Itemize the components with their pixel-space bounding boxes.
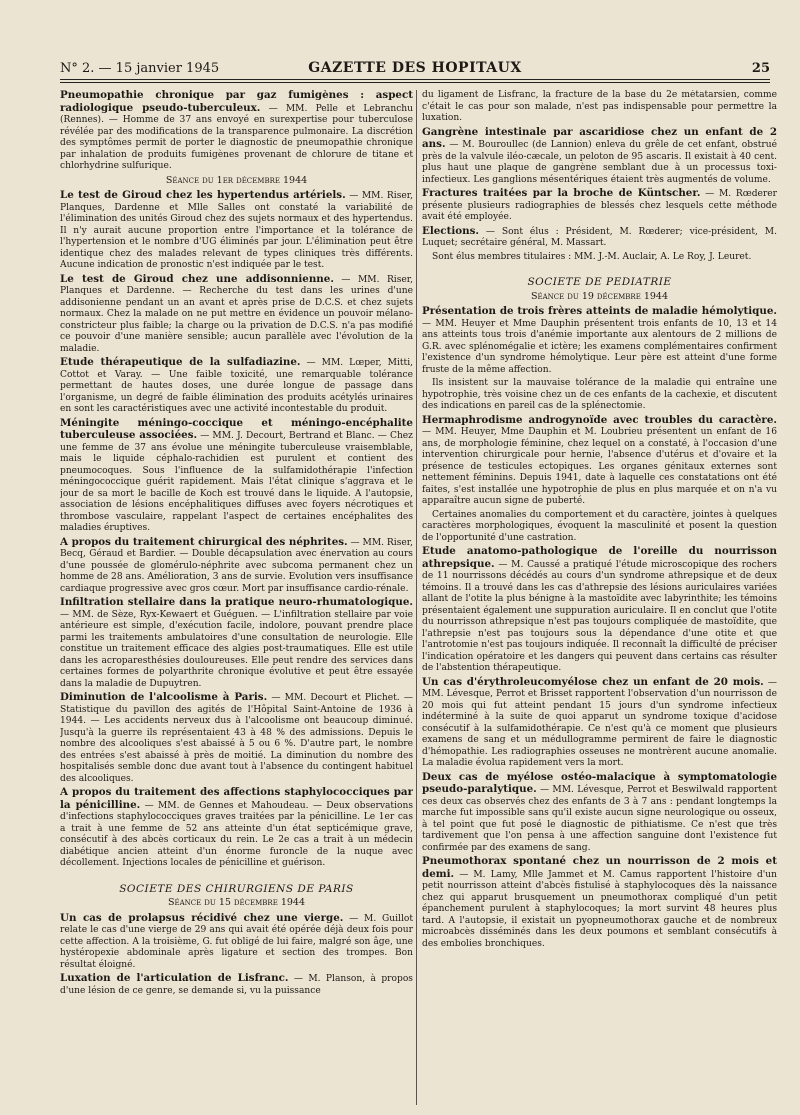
article-lisfranc-continued: du ligament de Lisfranc, la fracture de la base du 2e métatarsien, comme c'était le cas pour son malade, n'est pas indispensable pour permettre la luxation. [422,90,777,123]
article-hermaphrodisme [422,415,777,508]
article-authors: — M. Rœderer [705,189,777,199]
section-heading: SOCIETE DES CHIRURGIENS DE PARIS [119,882,354,895]
article-pneumopathie [60,90,413,173]
article-authors: — MM. Lévesque, Perrot et Brisset [422,677,777,699]
article-authors: — MM. Lœper, Mitti, Cottot et Varay. [60,358,413,380]
article-body: — Double décapsulation avec énervation au cours d'une poussée de glomérulo-néphrite avec subcoma permanent chez un homme de 28 ans. Amélioration, 3 ans de survie. Evolution vers insuffisance cardiaque progressive avec gros cœur. Mort par insuffisance cardio-rénale. [60,549,413,594]
article-authors: — MM. de Gennes et Mahoudeau. [144,800,309,811]
article-authors: — MM. de Sèze, Ryx-Kewaert et Guéguen. [60,609,258,620]
header-rule [60,79,770,80]
article-body: — Une faible toxicité, une remarquable tolérance permettant de hautes doses, une durée longue de passage dans l'organisme, un degré de faible élimination des produits acétylés urinaires en sont les caractéristiques avec une activité incontestable du produit. [60,369,413,414]
article-authors: — M. Planson, [293,974,366,984]
article-title: Infiltration stellaire dans la pratique neuro-rhumatologique. [60,596,413,608]
article-giroud-addison [60,274,413,356]
article-elections [422,226,777,250]
article-body: ont constaté la variabilité de l'élimination des unités Giroud chez des sujets normaux et des hypertendus. Il n'y aurait aucune proportion entre l'importance et la tolérance de l'hypertension et le nombre d'UG éliminés par jour. L'élimination peut être identique chez des malades relevant de types cliniques très différents. Aucune indication de pronostic n'est indiquée par le test. [60,202,413,270]
article-body: enleva du grêle de cet enfant, obstrué près de la valvule iléo-cæcale, un peloton de 95 ascaris. Il existait à 40 cent. plus haut une plaque de gangrène semblant due à un processus toxi-infectieux. Les ganglions mésentériques étaient très augmentés de volume. [422,140,777,185]
session-heading: Séance du 1er décembre 1944 [165,174,308,186]
article-title: A propos du traitement chirurgical des néphrites. [60,535,348,548]
article-title: Hermaphrodisme androgynoïde avec troubles du caractère. [422,413,777,426]
article-kuntscher [422,188,777,224]
article-elections-members: Sont élus membres titulaires : MM. J.-M. Auclair, A. Le Roy, J. Leuret. [432,251,752,262]
right-column [422,90,777,1105]
section-heading: SOCIETE DE PEDIATRIE [527,276,672,288]
article-body: — Deux observations d'infections staphylococciques graves traitées par la pénicilline. Le 1er cas a trait à une femme de 52 ans atteinte d'un état septicémique grave, consécutif à des abcès corticaux du rein. Le 2e cas a trait à un médecin diabétique ancien atteint d'un énorme furoncle de la nuque avec décollement. Injections locales de pénicilline et guérison. [60,800,413,868]
issue-number: N° 2. — 15 janvier 1945 [60,61,220,76]
article-hemolytique-continued: Ils insistent sur la mauvaise tolérance de la maladie qui entraîne une hypotrophie, très voisine chez un de ces enfants de la cachexie, et discutent des indications en pareil cas de la splénectomie. [422,378,777,411]
article-authors: — MM. Heuyer, Mme Dauphin et M. Loubrieu [422,427,643,437]
article-authors: — MM. Decourt et Plichet. [271,693,400,703]
session-heading: Séance du 15 décembre 1944 [168,897,305,908]
article-body: présente plusieurs radiographies de blessés chez lesquels cette méthode avait été employée. [422,200,777,222]
article-title: Pneumopathie chronique par gaz fumigènes : aspect radiologique pseudo-tuberculeux. [60,90,413,114]
article-erythroleucomyelose [422,677,777,770]
article-lisfranc [60,973,413,997]
article-meningite [60,418,413,535]
article-body: rapportent l'observation d'un nourrisson de 20 mois qui fut atteint pendant 15 jours d'un syndrome infectieux indéterminé à la suite de quoi apparut un syndrome toxique d'acidose consécutif à la sulfamidothérapie. Ce n'est qu'à ce moment que plusieurs examens de sang et un médullogramme permirent de faire le diagnostic d'hémopathie. Les radiographies osseuses ne montrèrent aucune anomalie. La maladie évolua rapidement vers la mort. [422,689,777,768]
article-title: Présentation de trois frères atteints de maladie hémolytique. [422,305,777,317]
left-column [60,90,413,1105]
article-body: à propos d'une lésion de ce genre, se demande si, vu la puissance [60,974,413,996]
article-body: présentent un enfant de 16 ans, de morphologie féminine, chez lequel on a constaté, à l'occasion d'une intervention chirurgicale pour hernie, l'absence d'utérus et d'ovaire et la présence de testicules ectopiques. Les organes génitaux externes sont nettement féminins. Depuis 1941, date à laquelle ces constatations ont été faites, s'est installée une hypotrophie de plus en plus marquée et on n'a vu apparaître aucun signe de puberté. [422,427,777,506]
article-title: Luxation de l'articulation de Lisfranc. [60,972,289,984]
article-authors: — MM. Heuyer et Mme Dauphin [422,318,580,329]
page-header [60,50,770,80]
page-number: 25 [751,61,770,76]
article-authors: — M. Guillot [349,913,413,924]
article-title: Le test de Giroud chez une addisonnienne. [60,272,334,285]
article-title: Etude anatomo-pathologique de l'oreille du nourrisson athrepsique. [422,545,777,570]
article-body: relate le cas d'une vierge de 29 ans qui avait été opérée déjà deux fois pour cette affection. A la troisième, G. fut obligé de lui faire, malgré son âge, une hystéropexie abdominale après ligature et section des trompes. Bon résultat éloigné. [60,925,413,970]
article-authors: — MM. Riser, Planques, Dardenne et Mlle Salles [60,191,413,213]
article-hermaphrodisme-continued: Certaines anomalies du comportement et du caractère, jointes à quelques caractères morphologiques, évoquent la masculinité et posent la question de l'opportunité d'une castration. [422,509,777,543]
article-infiltration-stellaire [60,597,413,690]
article-body: — L'infiltration stellaire par voie antérieure est simple, d'exécution facile, indolore, pouvant prendre place parmi les traitements ambulatoires d'une consultation de neurologie. Elle constitue un traitement efficace des algies post-traumatiques. Elle est utile dans les acroparesthésies douloureuses. Elle peut rendre des services dans certaines formes de polyarthrite chronique évolutive et peut être essayée dans la maladie de Dupuytren. [60,609,413,689]
article-authors: — MM. Riser, Planques et Dardenne. [60,274,413,296]
header-rule-double [60,82,770,83]
article-giroud-hypertendus [60,190,413,272]
article-body: — Chez une femme de 37 ans évolue une méningite tuberculeuse vraisemblable, mais le liquide céphalo-rachidien est purulent et contient des pneumocoques. Sous l'influence de la sulfamidothérapie l'infection méningococcique guérit rapidement. Mais l'état clinique s'aggrava et le jour de sa mort le bacille de Koch est trouvé dans le liquide. A l'autopsie, association de lésions encéphalitiques diffuses avec foyers nécrotiques et thrombose vasculaire, rappelant l'aspect de certaines encéphalites des maladies éruptives. [60,431,413,533]
article-title: Le test de Giroud chez les hypertendus artériels. [60,189,346,201]
article-authors: — MM. Lévesque, Perrot et Beswilwald [540,785,724,795]
column-divider [416,90,417,1105]
article-authors: — MM. Pelle et Lebranchu (Rennes). [60,103,413,125]
article-title: Etude thérapeutique de la sulfadiazine. [60,356,301,368]
article-body: — Recherche du test dans les urines d'une addisonienne pendant un an avant et après prise de D.C.S. et chez sujets normaux. Chez la malade on ne put mettre en évidence un pouvoir mélano-constricteur plus faible; la charge ou la privation de D.C.S. n'a pas modifié ce pouvoir d'une manière sensible; aucun parallèle avec l'évolution de la maladie. [60,286,413,354]
article-authors: — M. Bouroullec (de Lannion) [449,140,592,150]
article-title: A propos du traitement des affections staphylococciques par la pénicilline. [60,786,413,811]
article-body: rapportent l'histoire d'un petit nourrisson atteint d'abcès fistulisé à staphylocoques dès la naissance chez qui apparut brusquement un pneumothorax compliqué d'un petit épanchement purulent à staphylocoques; la mort survint 48 heures plus tard. A l'autopsie, il existait un pyopneumothorax gauche et de nombreux microabcès disséminés dans les deux poumons et semblant consécutifs à des embolies bronchiques. [422,869,777,949]
article-sulfadiazine [60,357,413,416]
article-authors: — M. Lamy, Mlle Jammet et M. Camus [459,869,652,880]
article-body: rapportent ces deux cas observés chez des enfants de 3 à 7 ans : pendant longtemps la marche fut impossible sans qu'il existe aucun signe neurologique ou osseux, à tel point que fut posé le diagnostic de pithiatisme. Ce n'est que très tardivement que l'on pensa à une affection sanguine dont l'existence fut confirmée par des examens de sang. [422,785,777,853]
article-myelose [422,772,777,855]
article-gangrene [422,127,777,187]
article-title: Elections. [422,224,479,237]
article-authors: — MM. Riser, Becq, Géraud et Bardier. [60,537,413,559]
article-title: Deux cas de myélose ostéo-malacique à symptomatologie pseudo-paralytique. [422,770,777,795]
session-heading: Séance du 19 décembre 1944 [531,290,668,302]
article-penicilline [60,787,413,870]
article-nephrites [60,537,413,596]
article-body: a pratiqué l'étude microscopique des rochers de 11 nourrissons décédés au cours d'un syndrome athrepsique et de deux témoins. Il a trouvé dans les cas d'athrepsie des lésions auriculaires variées allant de l'otite la plus bénigne à la mastoïdite avec labyrinthite; les témoins présentaient également une suppuration auriculaire. Il en conclut que l'otite du nourrisson athrepsique n'est pas toujours compliquée de mastoïdite, que l'athrepsie n'est pas toujours sous la dépendance d'une otite et que l'antrotomie n'est pas toujours indiquée. Il reconnaît la difficulté de préciser l'indication opératoire et les dangers qui peuvent dans certains cas résulter de l'abstention thérapeutique. [422,559,777,673]
article-title: Gangrène intestinale par ascaridiose chez un enfant de 2 ans. [422,125,777,150]
article-hemolytique [422,306,777,376]
article-body: — Sont élus : Président, M. Rœderer; vice-président, M. Luquet; secrétaire général, M. Massart. [422,226,777,248]
article-body: — Homme de 37 ans envoyé en surexpertise pour tuberculose révélée par des modifications de la transparence pulmonaire. La discrétion des symptômes permit de porter le diagnostic de pneumopathie chronique par inhalation de produits fumigènes provenant de chlorure de titane et chlorhydrine sulfurique. [60,115,413,171]
journal-title: GAZETTE DES HOPITAUX [308,60,522,76]
article-authors: — M. Caussé [498,559,561,570]
article-title: Fractures traitées par la broche de Küntscher. [422,187,701,199]
article-title: Pneumothorax spontané chez un nourrisson de 2 mois et demi. [422,855,777,880]
article-oreille-athrepsique [422,546,777,675]
article-title: Diminution de l'alcoolisme à Paris. [60,691,268,703]
article-title: Un cas d'érythroleucomyélose chez un enfant de 20 mois. [422,675,764,688]
article-body: présentent trois enfants de 10, 13 et 14 ans atteints tous trois d'anémie importante aux alentours de 2 millions de G.R. avec splénomégalie et ictère; les examens complémentaires confirment l'existence d'un syndrome hémolytique. Leur père est atteint d'une forme fruste de la même affection. [422,318,777,375]
article-authors: — MM. J. Decourt, Bertrand et Blanc. [200,431,375,441]
article-pneumothorax [422,856,777,950]
article-title: Méningite méningo-coccique et méningo-encéphalite tuberculeuse associées. [60,416,413,441]
article-title: Un cas de prolapsus récidivé chez une vierge. [60,911,344,924]
article-body: — Statistique du pavillon des agités de l'Hôpital Saint-Antoine de 1936 à 1944. — Les accidents nerveux dus à l'alcoolisme ont beaucoup diminué. Jusqu'à la guerre ils représentaient 43 à 48 % des admissions. Depuis le nombre des alcooliques s'est abaissé à 5 ou 6 %. D'autre part, le nombre des entrées s'est abaissé à près de moitié. La diminution du nombre des hospitalisés semble donc due avant tout à l'absence du contingent habituel des alcooliques. [60,693,413,784]
article-prolapsus [60,913,413,972]
article-alcoolisme [60,692,413,785]
